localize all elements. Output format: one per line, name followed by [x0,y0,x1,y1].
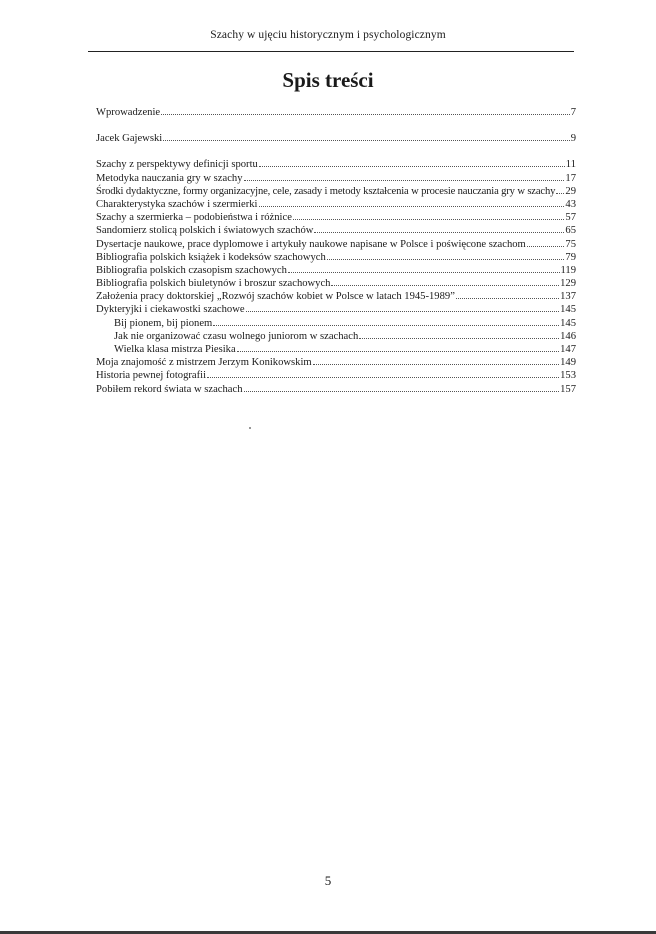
toc-dot-leader [207,368,559,378]
toc-entry-label: Charakterystyka szachów i szermierki [96,198,258,210]
toc-entry-page: 119 [560,264,576,276]
toc-entry-label: Dykteryjki i ciekawostki szachowe [96,304,245,316]
toc-entry [96,210,576,223]
toc-entry-label: Dysertacje naukowe, prace dyplomowe i artykuły naukowe napisane w Polsce i poświęcone szachom [96,238,526,250]
toc-entry [96,368,576,381]
toc-dot-leader [259,197,565,207]
toc-title: Spis treści [282,68,374,92]
toc-dot-leader [293,210,564,220]
page-number: 5 [324,873,332,888]
toc-entry [96,131,576,144]
toc-dot-leader [313,355,559,365]
toc-entry-label: Bibliografia polskich biuletynów i broszur szachowych [96,278,331,290]
toc-entry [96,263,576,276]
toc-entry-label: Wielka klasa mistrza Piesika [114,344,236,355]
toc-entry-label: Metodyka nauczania gry w szachy [96,172,243,184]
toc-entry [96,105,576,118]
toc-entry-page: 65 [565,225,576,237]
toc-dot-leader [527,237,565,247]
toc-entry [96,184,576,197]
toc-entry-page: 43 [565,198,576,210]
toc-entry [96,355,576,368]
toc-subentry [96,329,576,342]
toc-entry [96,171,576,184]
toc-entry-page: 75 [565,238,576,250]
toc-entry [96,250,576,263]
toc-entry-label: Bij pionem, bij pionem [114,317,213,329]
toc-dot-leader [314,223,564,233]
toc-entry-label: Jacek Gajewski [96,133,163,145]
toc-dot-leader [456,289,559,299]
toc-entry-page: 79 [565,251,576,263]
toc-entry-page: 157 [560,383,576,395]
toc-entry-page: 147 [560,344,576,355]
toc-entry-label: Moja znajomość z mistrzem Jerzym Konikowskim [96,357,312,369]
toc-entry [96,157,576,170]
toc-dot-leader [331,276,559,286]
toc-entry [96,197,576,210]
toc-entry-label: Szachy z perspektywy definicji sportu [96,159,258,171]
toc-subentry [96,342,576,355]
toc-entry-page: 17 [565,172,576,184]
toc-entry-page: 11 [565,159,576,171]
toc-entry-page: 153 [560,370,576,382]
toc-dot-leader [288,263,560,273]
toc-dot-leader [213,316,559,326]
toc-entry [96,223,576,236]
toc-dot-leader [237,342,559,352]
toc-entry-label: Bibliografia polskich książek i kodeksów szachowych [96,251,326,263]
toc-entry-label: Bibliografia polskich czasopism szachowych [96,264,287,276]
toc-entry-page: 137 [560,291,576,303]
toc-entry-page: 149 [560,357,576,369]
toc-dot-leader [244,382,560,392]
toc-dot-leader [244,171,565,181]
toc-dot-leader [163,131,570,141]
toc-entry-page: 145 [560,317,576,329]
running-header: Szachy w ujęciu historycznym i psychologicznym [210,29,446,41]
toc-entry-page: 9 [570,133,576,145]
toc-entry-label: Pobiłem rekord świata w szachach [96,383,243,395]
toc-entry-page: 57 [565,212,576,224]
toc-entry-label: Wprowadzenie [96,107,161,118]
toc-dot-leader [327,250,565,260]
toc-dot-leader [246,302,560,312]
toc-entry-label: Szachy a szermierka – podobieństwa i różnice [96,212,292,224]
toc-entry-page: 146 [560,330,576,342]
toc-dot-leader [259,157,565,167]
toc-entry-label: Założenia pracy doktorskiej „Rozwój szachów kobiet w Polsce w latach 1945-1989” [96,291,455,303]
table-of-contents [96,105,576,395]
toc-entry-label: Sandomierz stolicą polskich i światowych szachów [96,225,314,237]
toc-entry [96,302,576,315]
toc-dot-leader [161,105,570,115]
toc-entry [96,382,576,395]
toc-entry-page: 145 [560,304,576,316]
toc-entry-label: Historia pewnej fotografii [96,370,207,382]
toc-entry-page: 129 [560,278,576,290]
header-rule [88,51,574,52]
toc-subentry [96,316,576,329]
toc-entry [96,237,576,250]
toc-dot-leader [556,184,564,194]
toc-dot-leader [359,329,559,339]
toc-entry [96,276,576,289]
toc-entry-label: Środki dydaktyczne, formy organizacyjne, cele, zasady i metody kształcenia w procesie nauczania gry w szachy [96,185,556,197]
toc-entry [96,289,576,302]
scan-speck [249,427,251,429]
toc-entry-label: Jak nie organizować czasu wolnego juniorom w szachach [114,330,359,342]
toc-entry-page: 29 [565,185,576,197]
toc-entry-page: 7 [570,107,576,118]
